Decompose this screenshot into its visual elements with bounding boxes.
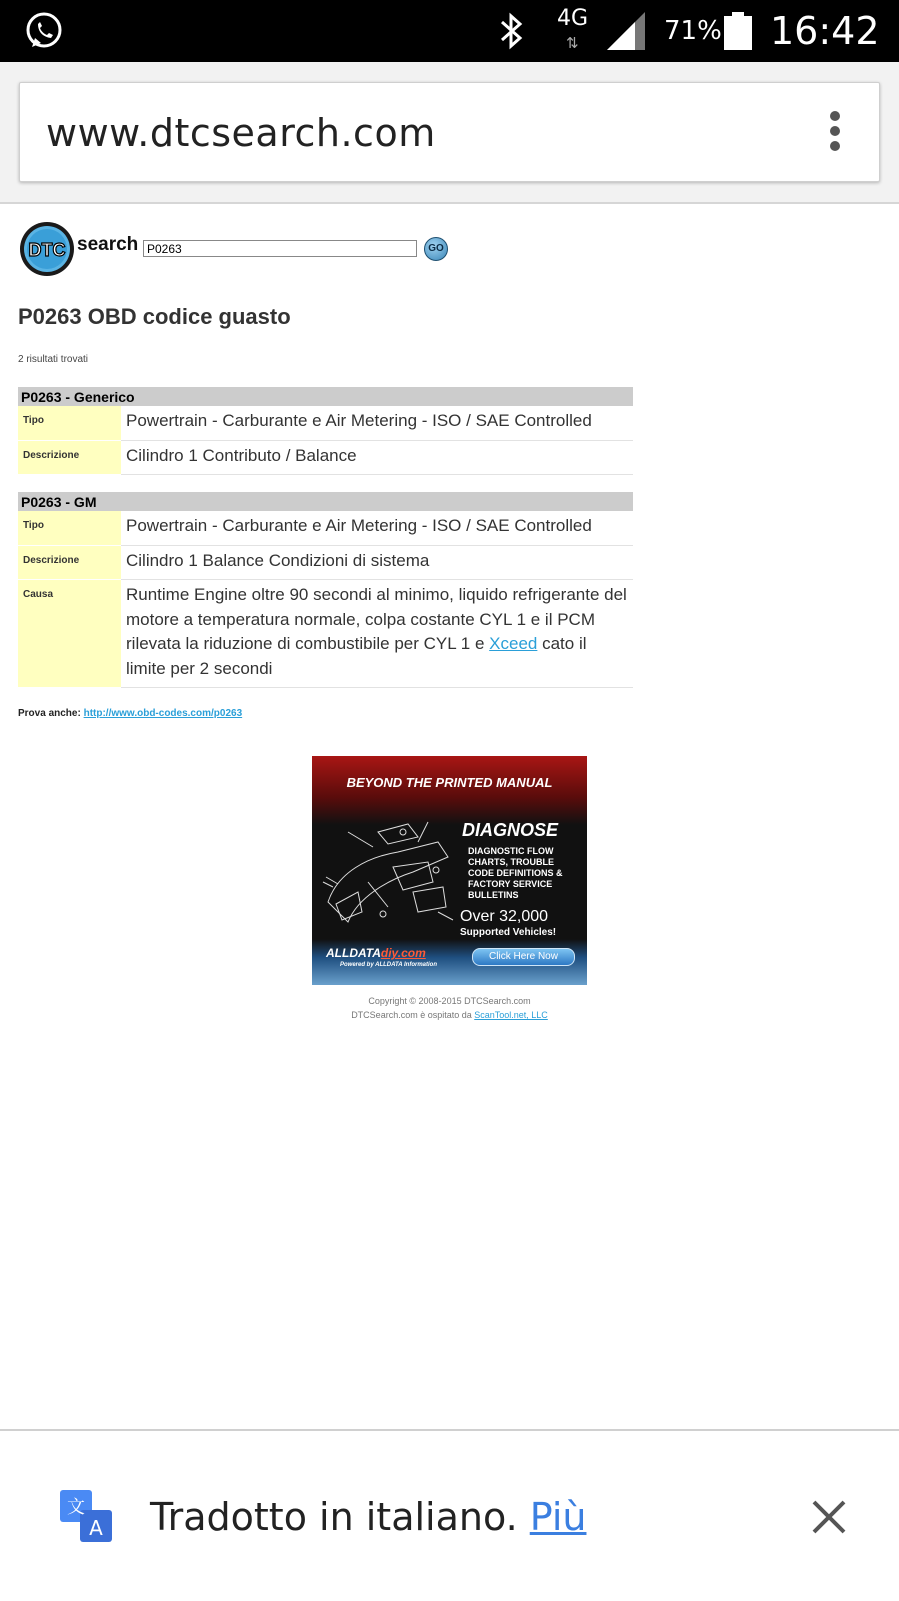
svg-text:文: 文 (67, 1497, 85, 1518)
clock: 16:42 (770, 9, 880, 53)
search-input[interactable] (143, 240, 417, 257)
url-bar[interactable] (19, 82, 880, 182)
row-label: Tipo (18, 511, 121, 545)
status-bar (0, 0, 899, 62)
results-count: 2 risultati trovati (18, 354, 89, 365)
translate-message (150, 1495, 586, 1539)
translate-more-link[interactable]: Più (529, 1495, 587, 1539)
cause-text-start: Runtime Engine oltre 90 secondi al minimo, liquido refrigerante del motore a temperatura normale, colpa costante CYL 1 e il PCM rilevata la riduzione di combustibile per CYL 1 e (126, 585, 627, 653)
ad-brand (326, 946, 426, 960)
car-parts-diagram-icon (318, 812, 458, 930)
ad-cta-button[interactable]: Click Here Now (472, 948, 575, 966)
page-title: P0263 OBD codice guasto (18, 304, 291, 329)
try-also-label: Prova anche: (18, 708, 81, 719)
whatsapp-icon (24, 11, 64, 51)
hosted-by (0, 1010, 899, 1020)
translate-bar (0, 1429, 899, 1601)
table-row (18, 511, 633, 545)
close-icon[interactable] (811, 1499, 847, 1535)
result-table-generic (18, 387, 633, 475)
signal-icon (605, 12, 647, 50)
result-table-gm (18, 492, 633, 688)
table-row (18, 440, 633, 475)
go-button[interactable]: GO (424, 237, 448, 261)
ad-brand-diy: diy.com (380, 946, 426, 960)
logo-word[interactable]: search (77, 234, 139, 255)
ad-powered: Powered by ALLDATA Information (340, 962, 437, 968)
bluetooth-icon (494, 10, 528, 52)
scantool-link[interactable]: ScanTool.net, LLC (474, 1010, 548, 1020)
network-type: 4G (557, 6, 589, 31)
row-value (121, 580, 633, 688)
translate-text: Tradotto in italiano. (150, 1495, 530, 1539)
svg-text:A: A (89, 1516, 103, 1540)
logo-letters: DTC (28, 240, 66, 260)
row-value: Cilindro 1 Balance Condizioni di sistema (121, 545, 633, 580)
ad-headline: BEYOND THE PRINTED MANUAL (346, 775, 553, 790)
table-row (18, 545, 633, 580)
browser-toolbar (0, 62, 899, 204)
ad-vehicles: Supported Vehicles! (460, 927, 557, 938)
row-label: Descrizione (18, 440, 121, 475)
copyright: Copyright © 2008-2015 DTCSearch.com (368, 996, 531, 1006)
obd-codes-link[interactable]: http://www.obd-codes.com/p0263 (83, 708, 243, 719)
table-row (18, 580, 633, 688)
data-arrows-icon: ⇅ (566, 35, 579, 52)
ad-brand-main: ALLDATA (326, 946, 381, 960)
row-value: Cilindro 1 Contributo / Balance (121, 440, 633, 475)
row-value: Powertrain - Carburante e Air Metering - ISO / SAE Controlled (121, 406, 633, 440)
row-label: Descrizione (18, 545, 121, 580)
cause-text-end: cato il limite per 2 secondi (126, 634, 587, 678)
ad-description: DIAGNOSTIC FLOW CHARTS, TROUBLE CODE DEFINITIONS & FACTORY SERVICE BULLETINS (468, 846, 563, 900)
row-value: Powertrain - Carburante e Air Metering - ISO / SAE Controlled (121, 511, 633, 545)
dtc-logo-icon[interactable] (18, 220, 76, 278)
try-also (18, 708, 242, 719)
translate-icon (60, 1490, 112, 1542)
table-row (18, 406, 633, 440)
ad-count: Over 32,000 (460, 908, 549, 925)
row-label: Causa (18, 580, 121, 688)
battery-icon (723, 12, 753, 50)
xceed-link[interactable]: Xceed (489, 634, 538, 653)
battery-percent: 71% (664, 16, 722, 46)
ad-banner[interactable] (312, 756, 587, 985)
url-text[interactable]: www.dtcsearch.com (46, 111, 436, 155)
result-header: P0263 - GM (18, 492, 633, 511)
hosted-text: DTCSearch.com è ospitato da (351, 1010, 475, 1020)
result-header: P0263 - Generico (18, 387, 633, 406)
ad-diagnose: DIAGNOSE (462, 820, 559, 840)
row-label: Tipo (18, 406, 121, 440)
overflow-menu-icon[interactable] (829, 111, 841, 153)
